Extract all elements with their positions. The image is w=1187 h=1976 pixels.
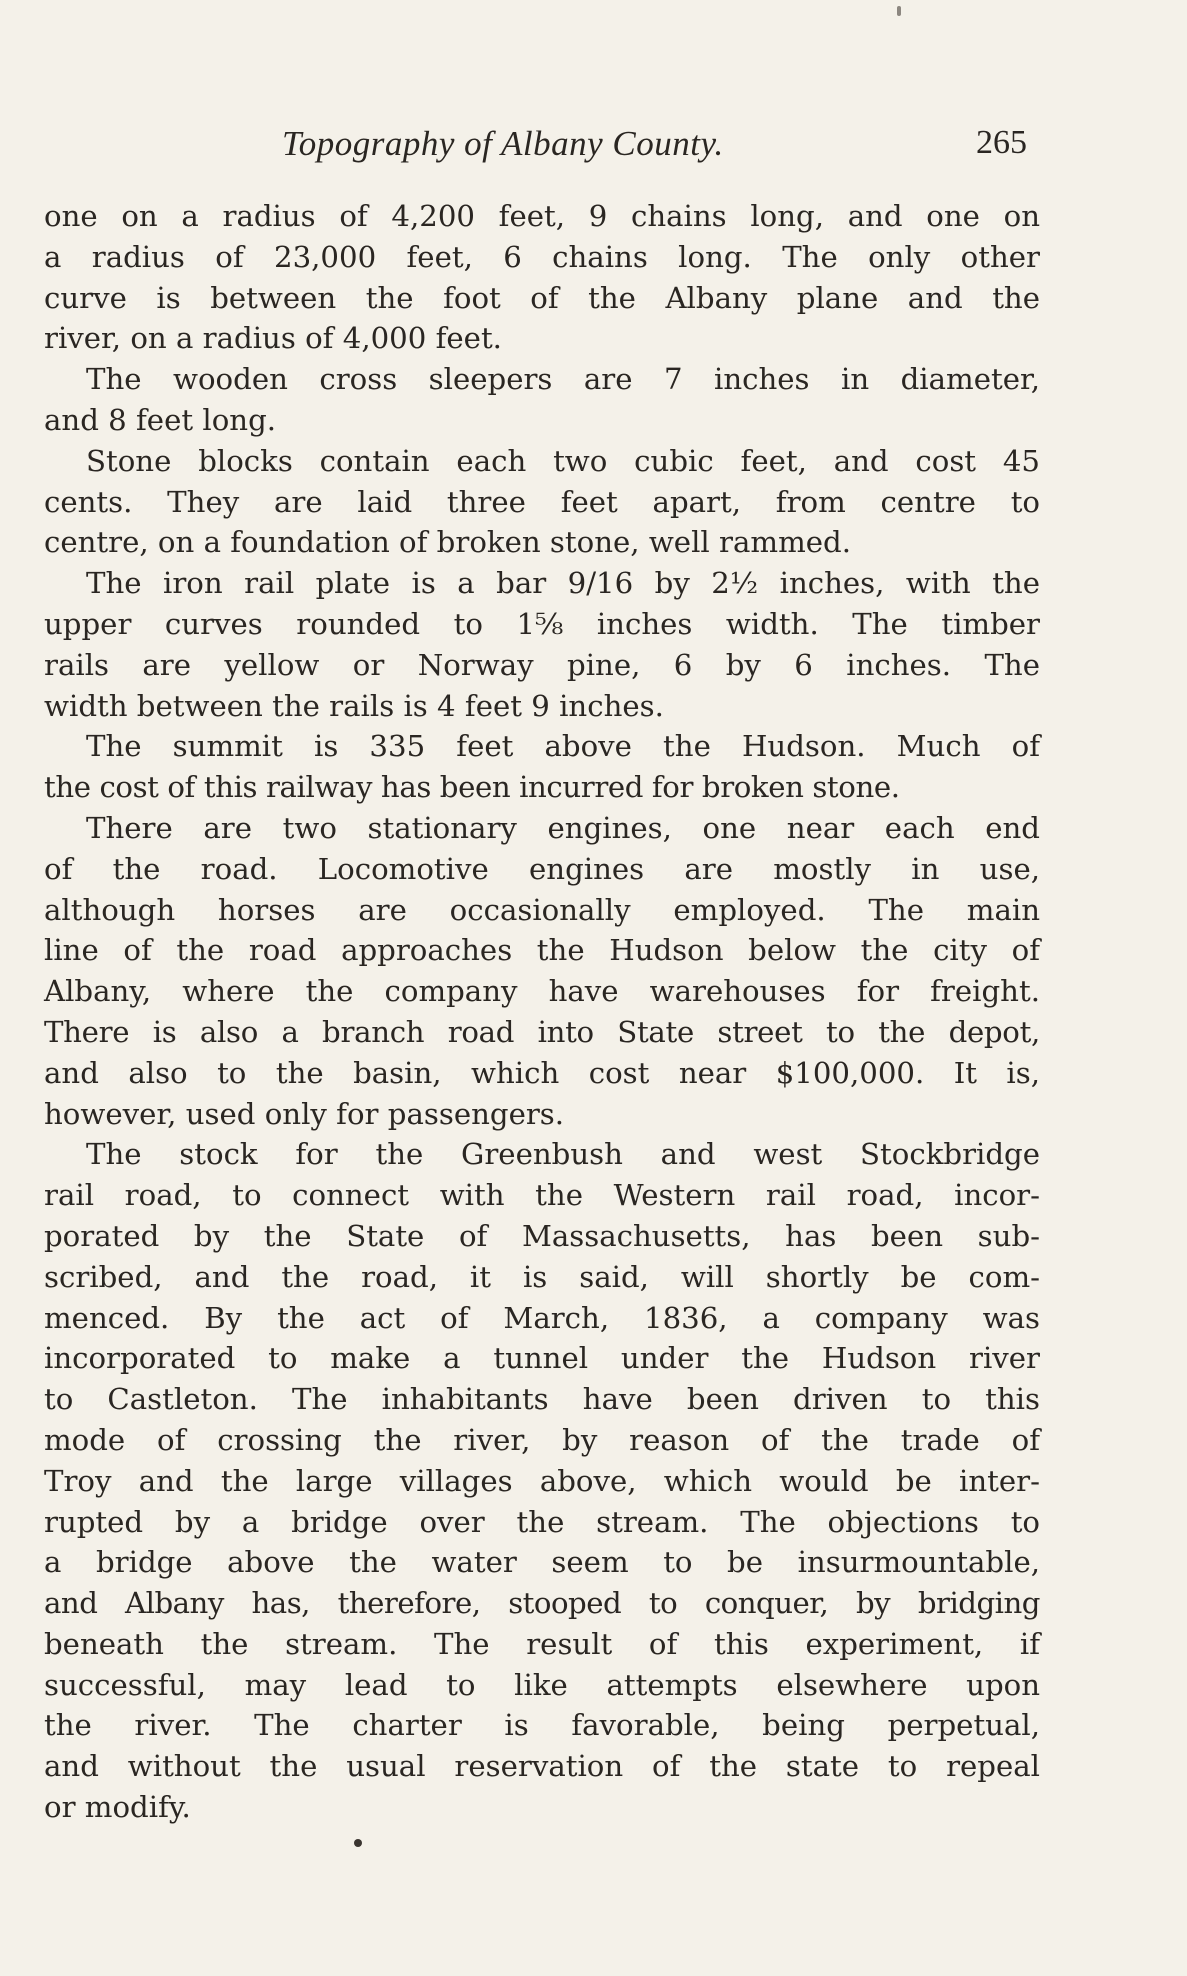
text-line: a radius of 23,000 feet, 6 chains long. The only other xyxy=(44,239,1040,274)
text-line: The summit is 335 feet above the Hudson. Much of xyxy=(86,729,1040,764)
text-line: river, on a radius of 4,000 feet. xyxy=(44,321,502,356)
page-header xyxy=(44,124,1044,172)
text-line: although horses are occasionally employed. The main xyxy=(44,892,1040,927)
text-line: The wooden cross sleepers are 7 inches in diameter, xyxy=(86,362,1040,397)
text-line: scribed, and the road, it is said, will shortly be com- xyxy=(44,1259,1040,1294)
text-line: the river. The charter is favorable, being perpetual, xyxy=(44,1708,1040,1743)
text-line: or modify. xyxy=(44,1790,191,1825)
text-line: rail road, to connect with the Western rail road, incor- xyxy=(44,1178,1040,1213)
text-line: mode of crossing the river, by reason of the trade of xyxy=(44,1422,1040,1457)
text-line: There is also a branch road into State street to the depot, xyxy=(44,1014,1040,1049)
text-line: Albany, where the company have warehouses for freight. xyxy=(44,974,1040,1009)
text-line: and 8 feet long. xyxy=(44,402,277,437)
text-line: and Albany has, therefore, stooped to conquer, by bridging xyxy=(44,1586,1040,1621)
paragraph xyxy=(44,726,1040,808)
paragraph xyxy=(44,359,1040,441)
running-title: Topography of Albany County. xyxy=(282,124,724,163)
paragraph xyxy=(44,441,1040,563)
text-line: cents. They are laid three feet apart, from centre to xyxy=(44,484,1040,519)
text-line: porated by the State of Massachusetts, has been sub- xyxy=(44,1218,1040,1253)
paragraph xyxy=(44,563,1040,726)
text-line: Stone blocks contain each two cubic feet, and cost 45 xyxy=(86,443,1040,478)
text-line: incorporated to make a tunnel under the Hudson river xyxy=(44,1341,1040,1376)
text-line: curve is between the foot of the Albany plane and the xyxy=(44,280,1040,315)
text-line: line of the road approaches the Hudson below the city of xyxy=(44,933,1040,968)
text-line: the cost of this railway has been incurred for broken stone. xyxy=(44,770,900,805)
page-number: 265 xyxy=(976,124,1027,161)
text-line: The iron rail plate is a bar 9/16 by 2½ inches, with the xyxy=(86,566,1040,601)
paragraph xyxy=(44,808,1040,1134)
paragraph xyxy=(44,196,1040,359)
text-line: one on a radius of 4,200 feet, 9 chains long, and one on xyxy=(44,199,1040,233)
text-line: width between the rails is 4 feet 9 inches. xyxy=(44,688,664,723)
body-text xyxy=(44,196,1040,1828)
text-line: and without the usual reservation of the state to repeal xyxy=(44,1749,1040,1784)
text-line: Troy and the large villages above, which would be inter- xyxy=(44,1463,1040,1498)
paragraph xyxy=(44,1134,1040,1828)
text-line: menced. By the act of March, 1836, a company was xyxy=(44,1300,1040,1335)
text-line: successful, may lead to like attempts elsewhere upon xyxy=(44,1667,1040,1702)
text-line: rails are yellow or Norway pine, 6 by 6 inches. The xyxy=(44,647,1040,682)
text-line: and also to the basin, which cost near $100,000. It is, xyxy=(44,1055,1040,1090)
text-line: rupted by a bridge over the stream. The objections to xyxy=(44,1504,1040,1539)
text-line: centre, on a foundation of broken stone, well rammed. xyxy=(44,525,851,560)
text-line: The stock for the Greenbush and west Stockbridge xyxy=(86,1137,1040,1172)
text-line: of the road. Locomotive engines are mostly in use, xyxy=(44,851,1040,886)
text-line: however, used only for passengers. xyxy=(44,1096,565,1131)
text-line: a bridge above the water seem to be insurmountable, xyxy=(44,1545,1040,1580)
ink-speck xyxy=(354,1839,362,1847)
text-line: beneath the stream. The result of this experiment, if xyxy=(44,1626,1040,1661)
text-line: There are two stationary engines, one near each end xyxy=(86,810,1040,845)
ink-speck xyxy=(897,6,901,16)
text-line: to Castleton. The inhabitants have been driven to this xyxy=(44,1382,1040,1417)
text-line: upper curves rounded to 1⅝ inches width. The timber xyxy=(44,606,1040,641)
